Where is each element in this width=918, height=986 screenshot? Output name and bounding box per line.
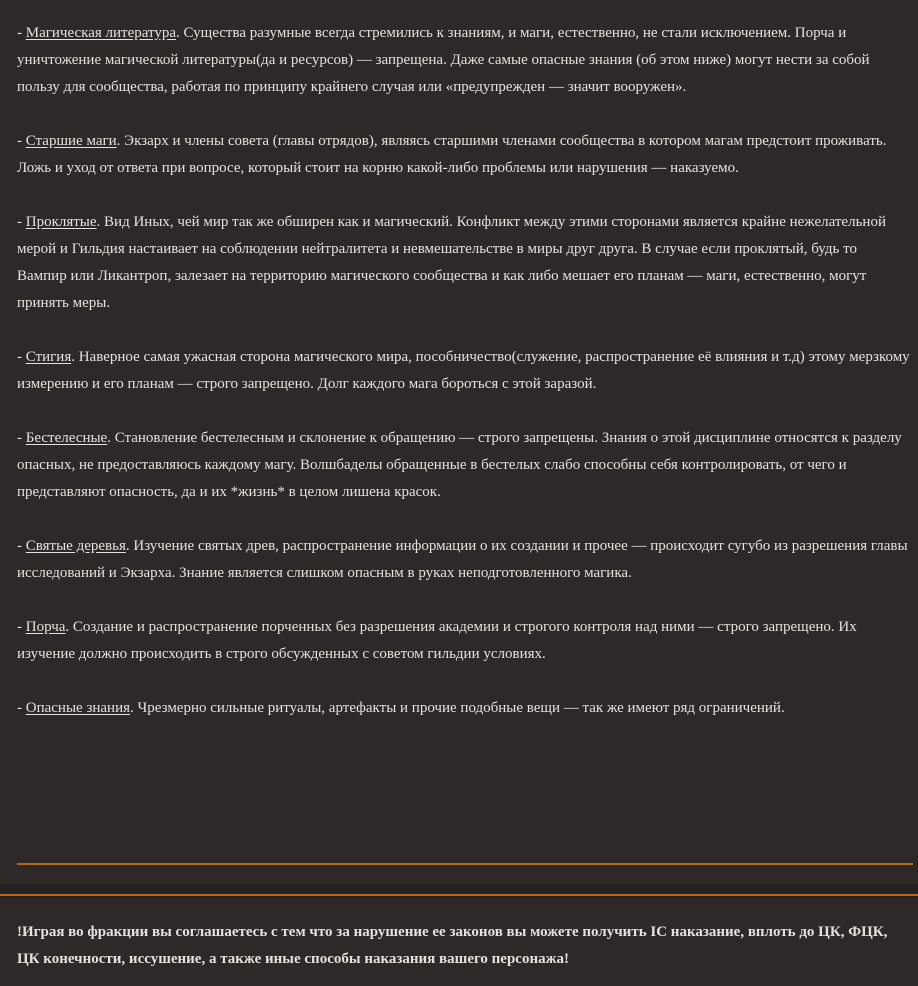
rule-title: Старшие маги <box>25 133 117 149</box>
footer-divider-line <box>0 894 918 896</box>
rule-title: Порча <box>25 619 66 635</box>
footer-warning-text: !Играя во фракции вы соглашаетесь с тем что за нарушение ее законов вы можете получить IC наказание, вплоть до ЦК, ФЦК, ЦК конечности, иссушение, а также иные способы наказания вашего персонажа! <box>17 924 888 967</box>
rule-prefix: - <box>17 133 26 149</box>
rule-text: . Становление бестелесным и склонение к обращению — строго запрещены. Знания о этой дисциплине относятся к разделу опасных, не предоставляюсь каждому магу. Волшбаделы обращенные в бестелых слабо способны себя контролировать, от чего и представляют опасность, да и их *жизнь* в целом лишена красок. <box>17 430 902 500</box>
rule-magic-literature <box>17 20 910 101</box>
rule-title: Опасные знания <box>25 700 131 716</box>
rule-text: . Вид Иных, чей мир так же обширен как и магический. Конфликт между этими сторонами является крайне нежелательной мерой и Гильдия настаивает на соблюдении нейтралитета и невмешательстве в миры друг друга. В случае если проклятый, будь то Вампир или Ликантроп, залезает на территорию магического сообщества и как либо мешает его планам — маги, естественно, могут принять меры. <box>17 214 886 311</box>
rule-prefix: - <box>17 619 26 635</box>
rule-title: Магическая литература <box>25 25 177 41</box>
rule-text: . Создание и распространение порченных без разрешения академии и строгого контроля над ними — строго запрещено. Их изучение должно происходить в строго обсужденных с советом гильдии условиях. <box>17 619 857 662</box>
rule-prefix: - <box>17 700 26 716</box>
rule-title: Проклятые <box>25 214 97 230</box>
rule-prefix: - <box>17 430 26 446</box>
rule-prefix: - <box>17 25 26 41</box>
rule-prefix: - <box>17 349 26 365</box>
rule-text: . Наверное самая ужасная сторона магического мира, пособничество(служение, распространение её влияния и т.д) этому мерзкому измерению и его планам — строго запрещено. Долг каждого мага бороться с этой заразой. <box>17 349 910 392</box>
rule-title: Бестелесные <box>25 430 108 446</box>
rule-dangerous-knowledge <box>17 695 910 722</box>
rule-prefix: - <box>17 214 26 230</box>
rule-text: . Экзарх и члены совета (главы отрядов), являясь старшими членами сообщества в котором магам предстоит проживать. Ложь и уход от ответа при вопросе, который стоит на корню какой-либо проблемы или нарушения — наказуемо. <box>17 133 887 176</box>
rule-stygia <box>17 344 910 398</box>
rule-text: . Существа разумные всегда стремились к знаниям, и маги, естественно, не стали исключением. Порча и уничтожение магической литературы(да и ресурсов) — запрещена. Даже самые опасные знания (об этом ниже) могут нести за собой пользу для сообщества, работая по принципу крайнего случая или «предупрежден — значит вооружен». <box>17 25 870 95</box>
rule-title: Святые деревья <box>25 538 126 554</box>
rule-incorporeal <box>17 425 910 506</box>
rule-blight <box>17 614 910 668</box>
rule-title: Стигия <box>25 349 72 365</box>
rule-text: . Чрезмерно сильные ритуалы, артефакты и прочие подобные вещи — так же имеют ряд ограничений. <box>130 700 785 716</box>
rule-prefix: - <box>17 538 26 554</box>
section-divider-line <box>17 863 913 865</box>
rule-senior-mages <box>17 128 910 182</box>
rule-text: . Изучение святых древ, распространение информации о их создании и прочее — происходит сугубо из разрешения главы исследований и Экзарха. Знание является слишком опасным в руках неподготовленного магика. <box>17 538 908 581</box>
rule-cursed <box>17 209 910 317</box>
rule-holy-trees <box>17 533 910 587</box>
footer-warning <box>0 898 918 986</box>
